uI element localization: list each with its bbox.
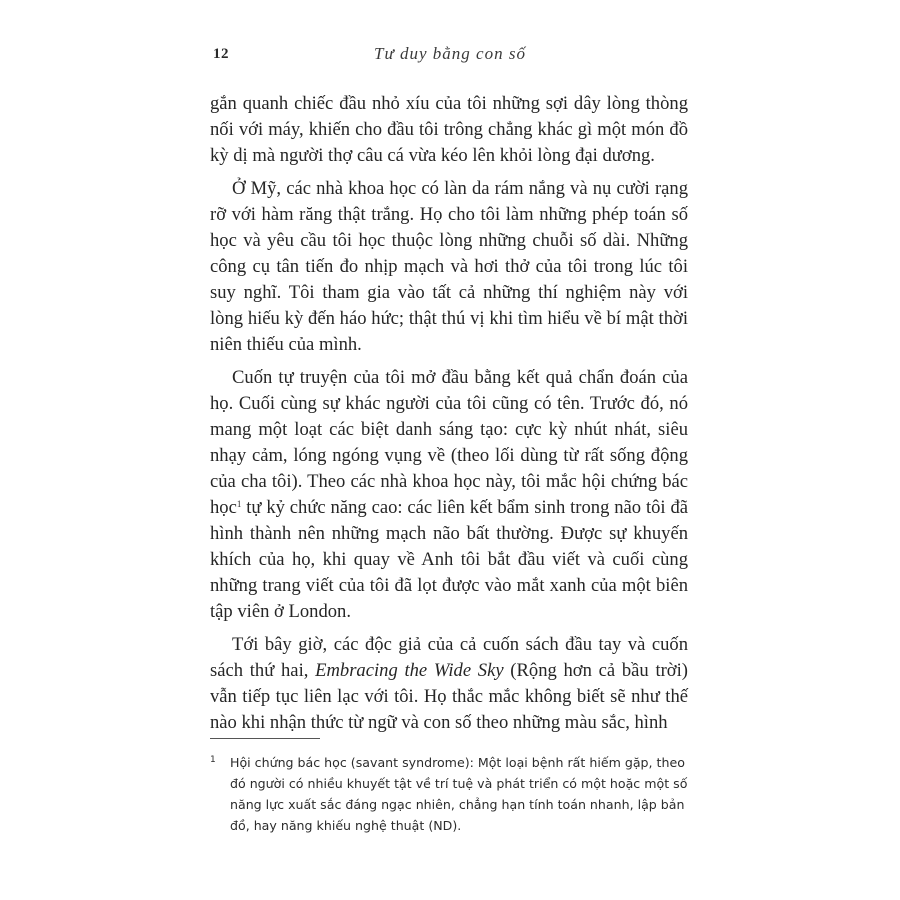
book-title: Embracing the Wide Sky (315, 660, 504, 681)
body-text (210, 91, 688, 743)
paragraph-3-text-a: Cuốn tự truyện của tôi mở đầu bằng kết quả chẩn đoán của họ. Cuối cùng sự khác người của tôi cũng có tên. Trước đó, nó mang một loạt các biệt danh sáng tạo: cực kỳ nhút nhát, siêu nhạy cảm, lóng ngóng vụng về (theo lối dùng từ rất sống động của cha tôi). Theo các nhà khoa học này, tôi mắc hội chứng bác học (210, 367, 688, 518)
paragraph-1: gắn quanh chiếc đầu nhỏ xíu của tôi những sợi dây lòng thòng nối với máy, khiến cho đầu tôi trông chẳng khác gì một món đồ kỳ dị mà người thợ câu cá vừa kéo lên khỏi lòng đại dương. (210, 93, 688, 166)
paragraph-2: Ở Mỹ, các nhà khoa học có làn da rám nắng và nụ cười rạng rỡ với hàm răng thật trắng. Họ cho tôi làm những phép toán số học và yêu cầu tôi học thuộc lòng những chuỗi số dài. Những công cụ tân tiến đo nhịp mạch và hơi thở của tôi trong lúc tôi suy nghĩ. Tôi tham gia vào tất cả những thí nghiệm này với lòng hiếu kỳ đến háo hức; thật thú vị khi tìm hiểu về bí mật thời niên thiếu của mình. (210, 178, 688, 355)
paragraph-3-text-b: tự kỷ chức năng cao: các liên kết bẩm sinh trong não tôi đã hình thành nên những mạch não bất thường. Được sự khuyến khích của họ, khi quay về Anh tôi bắt đầu viết và cuối cùng những trang viết của tôi đã lọt được vào mắt xanh của một biên tập viên ở London. (210, 497, 688, 622)
footnote (210, 752, 688, 836)
footnote-mark: 1 (210, 755, 216, 765)
footnote-text: Hội chứng bác học (savant syndrome): Một loại bệnh rất hiếm gặp, theo đó người có nhiều khuyết tật về trí tuệ và phát triển có một hoặc một số năng lực xuất sắc đáng ngạc nhiên, chẳng hạn tính toán nhanh, lập bản đồ, hay năng khiếu nghệ thuật (ND). (230, 755, 688, 833)
footnote-divider (210, 738, 320, 739)
paragraph-4 (210, 632, 688, 736)
paragraph-3 (210, 365, 688, 625)
paragraph-4-text-b: (Rộng hơn cả bầu trời) vẫn tiếp tục liên lạc với tôi. Họ thắc mắc không biết sẽ như thế nào khi nhận thức từ ngữ và con số theo những màu sắc, hình (210, 660, 688, 733)
running-title: Tư duy bằng con số (374, 44, 526, 63)
footnote-reference: 1 (236, 499, 242, 509)
page-number: 12 (213, 46, 229, 62)
paragraph-4-text-a: Tới bây giờ, các độc giả của cả cuốn sách đầu tay và cuốn sách thứ hai, (210, 634, 688, 681)
